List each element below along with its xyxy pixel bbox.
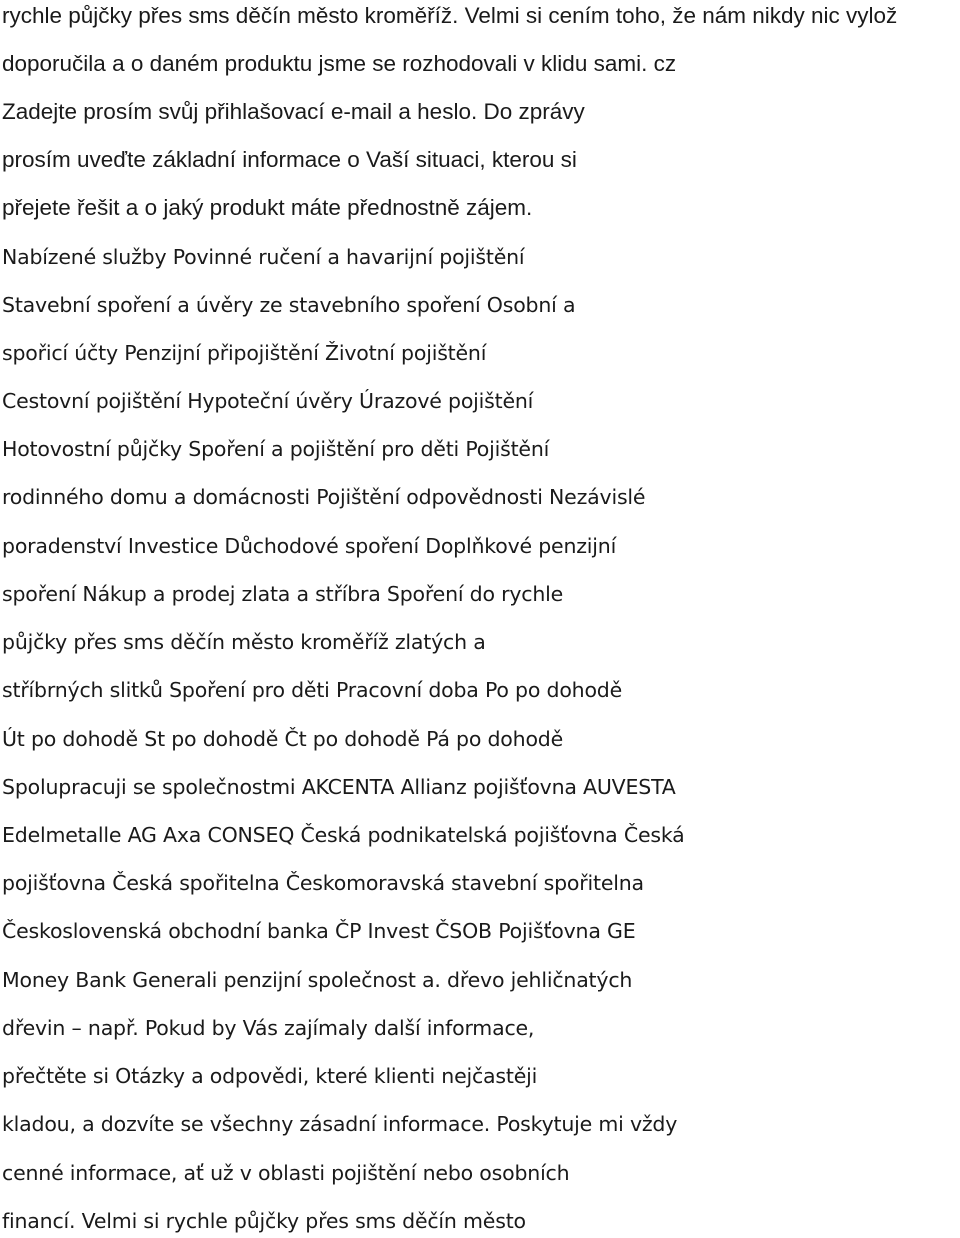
text-line: rychle půjčky přes sms děčín město kroměříž. Velmi si cením toho, že nám nikdy nic vylož [2,3,898,28]
text-line: Spolupracuji se společnostmi AKCENTA Allianz pojišťovna AUVESTA [2,775,676,799]
text-line: stříbrných slitků Spoření pro děti Pracovní doba Po po dohodě [2,678,623,702]
text-line: Cestovní pojištění Hypoteční úvěry Úrazové pojištění [2,389,534,413]
text-line: Stavební spoření a úvěry ze stavebního spoření Osobní a [2,293,576,317]
text-line: spoření Nákup a prodej zlata a stříbra Spoření do rychle [2,582,564,606]
text-line: Zadejte prosím svůj přihlašovací e-mail a heslo. Do zprávy [2,99,585,124]
text-line: Československá obchodní banka ČP Invest ČSOB Pojišťovna GE [2,919,636,943]
text-line: půjčky přes sms děčín město kroměříž zlatých a [2,630,486,654]
text-line: financí. Velmi si rychle půjčky přes sms děčín město [2,1209,526,1233]
document-page [2,0,960,1238]
text-line: Út po dohodě St po dohodě Čt po dohodě Pá po dohodě [2,727,564,751]
text-line: Hotovostní půjčky Spoření a pojištění pro děti Pojištění [2,437,550,461]
text-line: spořicí účty Penzijní připojištění Životní pojištění [2,341,487,365]
text-line: doporučila a o daném produktu jsme se rozhodovali v klidu sami. cz [2,51,677,76]
text-line: Edelmetalle AG Axa CONSEQ Česká podnikatelská pojišťovna Česká [2,823,685,847]
text-line: přejete řešit a o jaký produkt máte přednostně zájem. [2,195,533,220]
text-line: přečtěte si Otázky a odpovědi, které klienti nejčastěji [2,1064,538,1088]
text-line: rodinného domu a domácnosti Pojištění odpovědnosti Nezávislé [2,485,646,509]
text-line: prosím uveďte základní informace o Vaší situaci, kterou si [2,147,577,172]
text-line: dřevin – např. Pokud by Vás zajímaly další informace, [2,1016,535,1040]
text-line: cenné informace, ať už v oblasti pojištění nebo osobních [2,1161,570,1185]
text-line: Nabízené služby Povinné ručení a havarijní pojištění [2,245,525,269]
text-line: poradenství Investice Důchodové spoření Doplňkové penzijní [2,534,617,558]
text-line: Money Bank Generali penzijní společnost a. dřevo jehličnatých [2,968,633,992]
text-line: pojišťovna Česká spořitelna Českomoravská stavební spořitelna [2,871,644,895]
text-line: kladou, a dozvíte se všechny zásadní informace. Poskytuje mi vždy [2,1112,678,1136]
